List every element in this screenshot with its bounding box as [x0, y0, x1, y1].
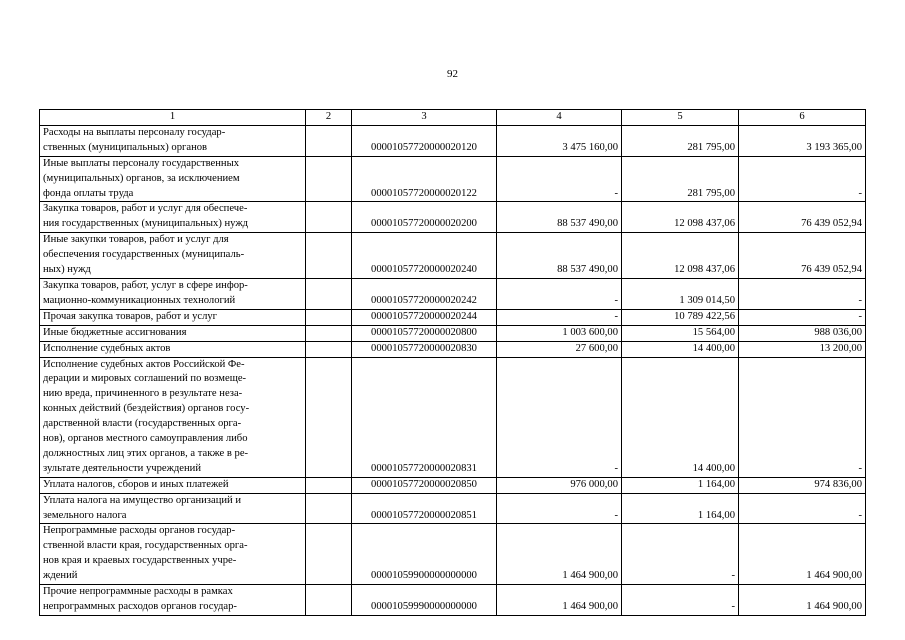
row-value-4: 1 464 900,00	[497, 585, 622, 616]
row-name-line: Уплата налогов, сборов и иных платежей	[43, 478, 229, 490]
row-value-6: 974 836,00	[739, 477, 866, 493]
row-value-5: 281 795,00	[622, 156, 739, 202]
row-value-4: 88 537 490,00	[497, 233, 622, 279]
row-code: 00001057720000020851	[352, 493, 497, 524]
row-name-line: Закупка товаров, работ и услуг для обеспече-	[43, 203, 248, 215]
budget-table-body	[40, 110, 866, 616]
column-header-4: 4	[497, 110, 622, 126]
table-row	[40, 477, 866, 493]
column-header-3: 3	[352, 110, 497, 126]
table-row	[40, 202, 866, 233]
row-col2	[306, 493, 352, 524]
row-value-6: 988 036,00	[739, 325, 866, 341]
page-number: 92	[447, 68, 458, 80]
row-col2	[306, 278, 352, 309]
row-name-line: ственной власти края, государственных орга-	[43, 540, 248, 552]
budget-table	[39, 109, 866, 616]
row-col2	[306, 477, 352, 493]
row-code: 00001059990000000000	[352, 585, 497, 616]
row-name-line: непрограммных расходов органов государ-	[43, 601, 237, 612]
table-row	[40, 493, 866, 524]
row-code: 00001057720000020244	[352, 309, 497, 325]
row-value-6: -	[739, 156, 866, 202]
row-name-line: должностных лиц этих органов, а также в ре-	[43, 447, 249, 459]
column-header-6: 6	[739, 110, 866, 126]
row-name-line: дарственной власти (государственных орга-	[43, 418, 242, 430]
row-col2	[306, 341, 352, 357]
row-value-6: 1 464 900,00	[739, 524, 866, 585]
row-col2	[306, 125, 352, 156]
row-code: 00001057720000020200	[352, 202, 497, 233]
row-name-line: ных) нужд	[43, 264, 91, 276]
row-code: 00001057720000020242	[352, 278, 497, 309]
row-name-line: (муниципальных) органов, за исключением	[43, 172, 240, 184]
row-value-6: 76 439 052,94	[739, 233, 866, 279]
row-name	[40, 325, 306, 341]
row-name	[40, 125, 306, 156]
row-value-6: 13 200,00	[739, 341, 866, 357]
row-name-line: Исполнение судебных актов Российской Фе-	[43, 358, 245, 370]
row-value-5: 10 789 422,56	[622, 309, 739, 325]
row-value-5: -	[622, 585, 739, 616]
row-name-line: фонда оплаты труда	[43, 187, 134, 199]
row-value-5: -	[622, 524, 739, 585]
row-name-line: ственных (муниципальных) органов	[43, 141, 208, 153]
row-value-6: -	[739, 278, 866, 309]
row-value-6: 76 439 052,94	[739, 202, 866, 233]
row-name	[40, 357, 306, 477]
row-name-line: Иные выплаты персоналу государственных	[43, 157, 239, 169]
row-name-line: Прочие непрограммные расходы в рамках	[43, 586, 233, 598]
row-name-line: нов края и краевых государственных учре-	[43, 555, 237, 567]
row-value-4: 976 000,00	[497, 477, 622, 493]
row-name-line: нию вреда, причиненного в результате неза-	[43, 388, 243, 400]
row-name-line: Непрограммные расходы органов государ-	[43, 525, 236, 537]
row-col2	[306, 202, 352, 233]
table-row	[40, 125, 866, 156]
row-col2	[306, 357, 352, 477]
row-code: 00001057720000020850	[352, 477, 497, 493]
row-value-5: 14 400,00	[622, 357, 739, 477]
table-row	[40, 278, 866, 309]
row-value-5: 1 164,00	[622, 477, 739, 493]
table-row	[40, 585, 866, 616]
row-name-line: Закупка товаров, работ, услуг в сфере инфор-	[43, 279, 248, 291]
row-name-line: нов), органов местного самоуправления либо	[43, 433, 248, 445]
table-row	[40, 309, 866, 325]
row-value-6: -	[739, 309, 866, 325]
header-row	[40, 110, 866, 126]
row-code: 00001057720000020831	[352, 357, 497, 477]
row-value-5: 15 564,00	[622, 325, 739, 341]
row-code: 00001057720000020120	[352, 125, 497, 156]
row-name-line: мационно-коммуникационных технологий	[43, 294, 236, 306]
row-col2	[306, 309, 352, 325]
row-name	[40, 278, 306, 309]
row-value-4: 1 003 600,00	[497, 325, 622, 341]
row-name-line: обеспечения государственных (муниципаль-	[43, 249, 245, 261]
row-value-5: 281 795,00	[622, 125, 739, 156]
row-name	[40, 309, 306, 325]
row-name	[40, 585, 306, 616]
row-name	[40, 477, 306, 493]
row-code: 00001057720000020830	[352, 341, 497, 357]
column-header-5: 5	[622, 110, 739, 126]
table-row	[40, 156, 866, 202]
row-name	[40, 156, 306, 202]
row-value-4: -	[497, 493, 622, 524]
row-name-line: ждений	[43, 570, 78, 582]
row-value-4: -	[497, 309, 622, 325]
row-col2	[306, 156, 352, 202]
row-value-5: 1 309 014,50	[622, 278, 739, 309]
row-value-4: -	[497, 357, 622, 477]
row-col2	[306, 325, 352, 341]
row-name	[40, 493, 306, 524]
row-name-line: Иные закупки товаров, работ и услуг для	[43, 234, 229, 246]
table-row	[40, 524, 866, 585]
row-code: 00001059900000000000	[352, 524, 497, 585]
row-value-4: 3 475 160,00	[497, 125, 622, 156]
row-value-5: 1 164,00	[622, 493, 739, 524]
row-value-4: 27 600,00	[497, 341, 622, 357]
row-name-line: земельного налога	[43, 509, 127, 521]
row-code: 00001057720000020800	[352, 325, 497, 341]
row-value-4: -	[497, 278, 622, 309]
column-header-1: 1	[40, 110, 306, 126]
row-name-line: дерации и мировых соглашений по возмеще-	[43, 373, 247, 385]
row-value-5: 14 400,00	[622, 341, 739, 357]
row-name-line: Прочая закупка товаров, работ и услуг	[43, 310, 218, 322]
row-value-6: -	[739, 357, 866, 477]
row-value-4: 88 537 490,00	[497, 202, 622, 233]
row-value-5: 12 098 437,06	[622, 233, 739, 279]
table-row	[40, 233, 866, 279]
table-row	[40, 325, 866, 341]
row-value-5: 12 098 437,06	[622, 202, 739, 233]
row-name	[40, 202, 306, 233]
row-code: 00001057720000020240	[352, 233, 497, 279]
table-row	[40, 341, 866, 357]
row-name-line: конных действий (бездействия) органов госу-	[43, 403, 250, 415]
row-col2	[306, 524, 352, 585]
row-name-line: Расходы на выплаты персоналу государ-	[43, 126, 226, 138]
row-value-6: 3 193 365,00	[739, 125, 866, 156]
row-name-line: зультате деятельности учреждений	[43, 462, 202, 474]
row-name-line: ния государственных (муниципальных) нужд	[43, 218, 249, 230]
row-col2	[306, 585, 352, 616]
row-name	[40, 341, 306, 357]
row-value-6: -	[739, 493, 866, 524]
row-value-4: -	[497, 156, 622, 202]
row-value-6: 1 464 900,00	[739, 585, 866, 616]
row-name	[40, 524, 306, 585]
table-row	[40, 357, 866, 477]
row-name	[40, 233, 306, 279]
row-name-line: Исполнение судебных актов	[43, 342, 171, 354]
row-code: 00001057720000020122	[352, 156, 497, 202]
row-name-line: Иные бюджетные ассигнования	[43, 326, 187, 338]
row-name-line: Уплата налога на имущество организаций и	[43, 494, 242, 506]
row-col2	[306, 233, 352, 279]
column-header-2: 2	[306, 110, 352, 126]
row-value-4: 1 464 900,00	[497, 524, 622, 585]
